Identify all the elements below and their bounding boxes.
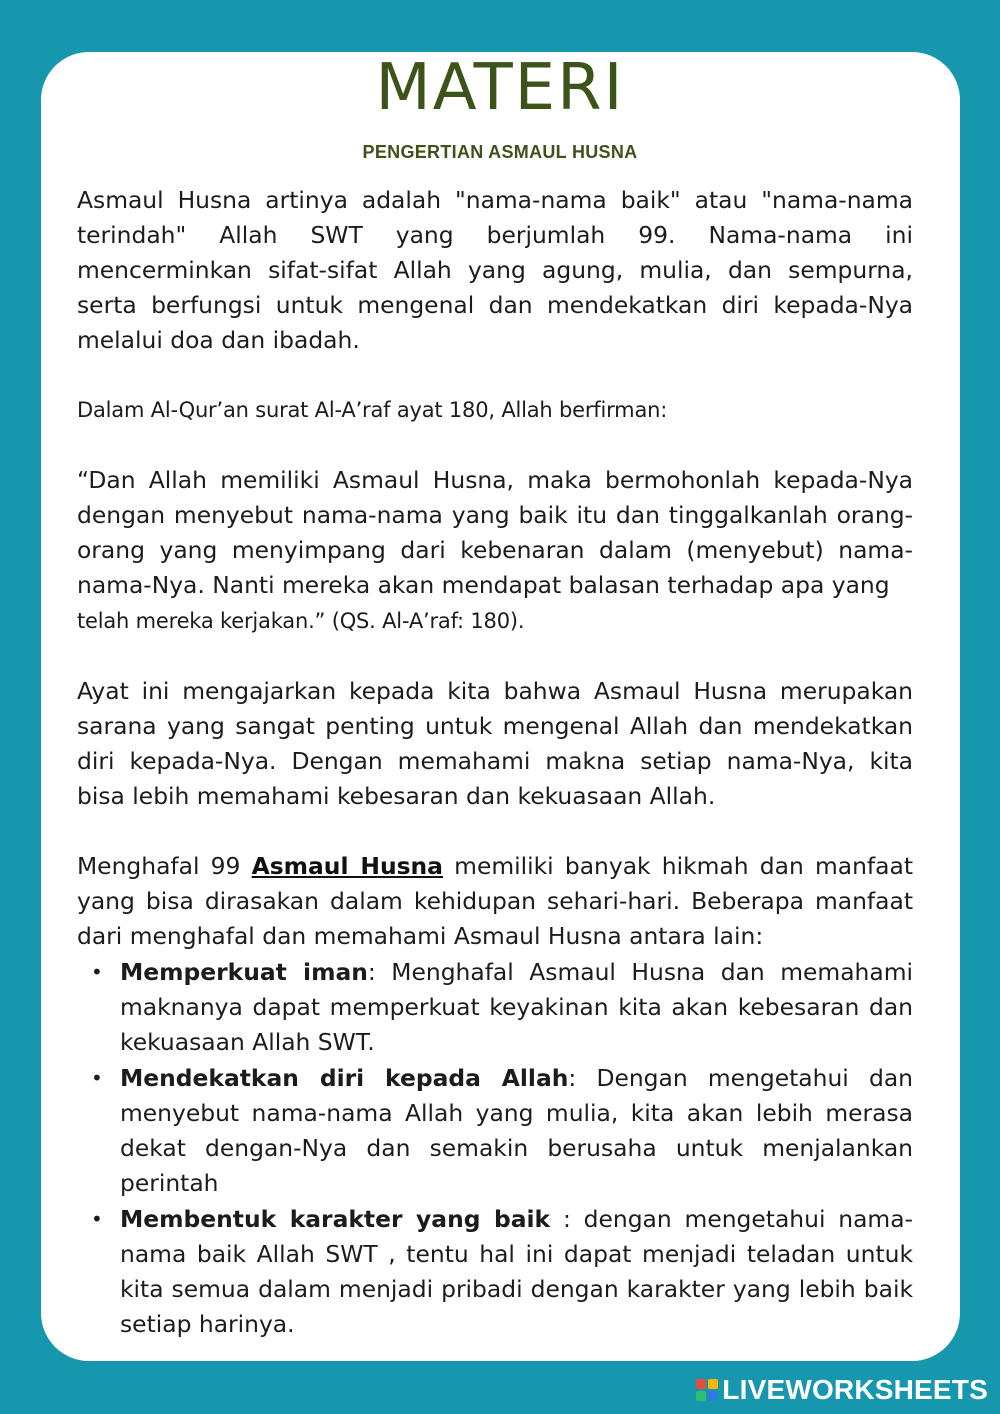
page-title: MATERI xyxy=(375,51,625,125)
benefit-term: Mendekatkan diri kepada Allah xyxy=(120,1064,569,1092)
intro-prefix: Menghafal 99 xyxy=(77,852,252,880)
asmaul-husna-link[interactable]: Asmaul Husna xyxy=(251,852,443,880)
bullet-icon: • xyxy=(91,1207,103,1231)
paragraph-reference: Dalam Al-Qur’an surat Al-A’raf ayat 180, Allah berfirman: xyxy=(77,398,668,422)
benefit-term: Membentuk karakter yang baik xyxy=(120,1205,551,1233)
logo-tile xyxy=(696,1379,706,1389)
benefit-text: : Menghafal Asmaul Husna dan memahami maknanya dapat memperkuat keyakinan kita akan kebesaran dan kekuasaan Allah SWT. xyxy=(120,958,913,1056)
logo-tile xyxy=(708,1379,718,1389)
bullet-icon: • xyxy=(91,960,103,984)
quote-citation: telah mereka kerjakan.” (QS. Al-A’raf: 180). xyxy=(77,609,525,633)
logo-tile xyxy=(708,1391,718,1401)
list-item xyxy=(77,1061,913,1201)
list-item xyxy=(77,1202,913,1342)
page-subtitle: PENGERTIAN ASMAUL HUSNA xyxy=(362,142,638,162)
liveworksheets-logo-icon xyxy=(696,1379,718,1401)
bullet-icon: • xyxy=(91,1066,103,1090)
paragraph-benefits-intro xyxy=(77,849,913,954)
brand-name: LIVEWORKSHEETS xyxy=(722,1374,988,1405)
paragraph-definition: Asmaul Husna artinya adalah "nama-nama baik" atau "nama-nama terindah" Allah SWT yang berjumlah 99. Nama-nama ini mencerminkan sifat-sifat Allah yang agung, mulia, dan sempurna, serta berfungsi untuk mengenal dan mendekatkan diri kepada-Nya melalui doa dan ibadah. xyxy=(77,186,913,354)
benefit-text: : Dengan mengetahui dan menyebut nama-nama Allah yang mulia, kita akan lebih merasa dekat dengan-Nya dan semakin berusaha untuk menjalankan perintah xyxy=(120,1064,913,1197)
benefit-term: Memperkuat iman xyxy=(120,958,368,986)
list-item xyxy=(77,955,913,1060)
benefits-list xyxy=(77,955,913,1342)
content-body xyxy=(77,183,913,1343)
benefit-text: : dengan mengetahui nama-nama baik Allah SWT , tentu hal ini dapat menjadi teladan untuk kita semua dalam menjadi pribadi dengan karakter yang lebih baik setiap harinya. xyxy=(120,1205,913,1338)
liveworksheets-brand[interactable] xyxy=(696,1374,988,1406)
quote-text: “Dan Allah memiliki Asmaul Husna, maka bermohonlah kepada-Nya dengan menyebut nama-nama yang baik itu dan tinggalkanlah orang-orang yang menyimpang dari kebenaran dalam (menyebut) nama-nama-Nya. Nanti mereka akan mendapat balasan terhadap apa yang xyxy=(77,466,913,599)
paragraph-explanation: Ayat ini mengajarkan kepada kita bahwa Asmaul Husna merupakan sarana yang sangat penting untuk mengenal Allah dan mendekatkan diri kepada-Nya. Dengan memahami makna setiap nama-Nya, kita bisa lebih memahami kebesaran dan kekuasaan Allah. xyxy=(77,677,913,810)
logo-tile xyxy=(696,1391,706,1401)
intro-suffix: memiliki banyak hikmah dan manfaat yang bisa dirasakan dalam kehidupan sehari-hari. Beberapa manfaat dari menghafal dan memahami Asmaul Husna antara lain: xyxy=(77,852,913,950)
paragraph-quote xyxy=(77,463,913,639)
